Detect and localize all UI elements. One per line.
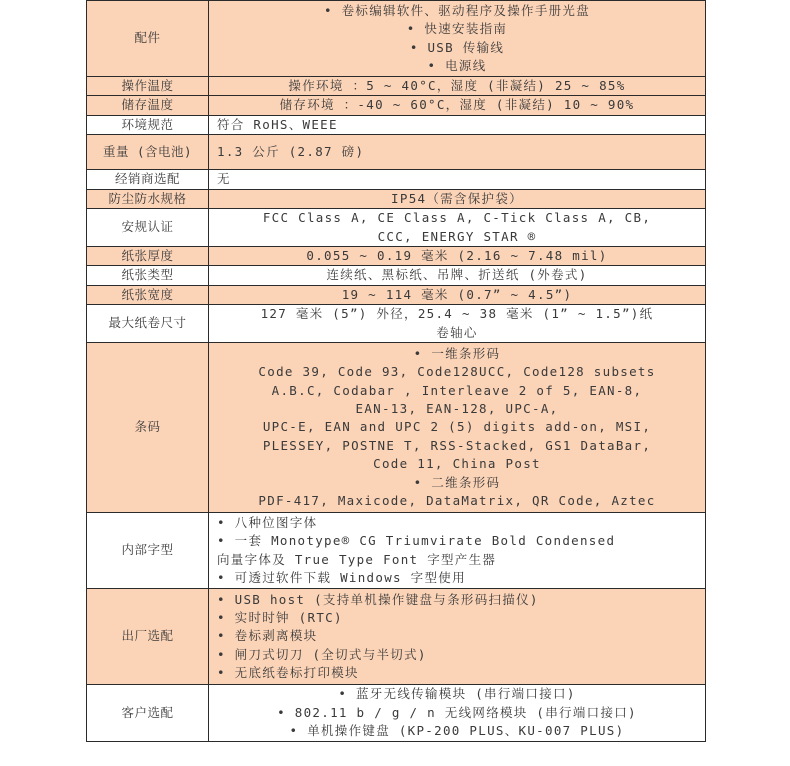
spec-value-line: 操作环境 ：5 ~ 40°C，湿度 (非凝结) 25 ~ 85% xyxy=(288,78,626,93)
spec-value-line: • 一维条形码 xyxy=(413,345,501,361)
spec-value-line: 19 ~ 114 毫米 (0.7” ~ 4.5”) xyxy=(341,286,573,302)
spec-value-line: CCC, ENERGY STAR ® xyxy=(377,228,537,244)
spec-row xyxy=(87,209,706,247)
spec-value xyxy=(209,305,706,343)
spec-row xyxy=(87,1,706,77)
spec-value-line: PDF-417, Maxicode, DataMatrix, QR Code, Aztec xyxy=(258,492,656,508)
spec-row xyxy=(87,343,706,513)
spec-label: 操作温度 xyxy=(87,77,209,96)
spec-value xyxy=(209,589,706,685)
spec-value xyxy=(209,209,706,247)
spec-value-line: • 一套 Monotype® CG Triumvirate Bold Condensed xyxy=(217,533,616,549)
spec-value-line: • 实时时钟 (RTC) xyxy=(217,609,343,625)
spec-value-line: • 802.11 b / g / n 无线网络模块 (串行端口接口) xyxy=(277,704,637,720)
spec-label: 配件 xyxy=(87,1,209,77)
spec-value-line: • 快速安装指南 xyxy=(406,21,508,37)
spec-label: 条码 xyxy=(87,343,209,513)
spec-row xyxy=(87,685,706,742)
spec-row xyxy=(87,189,706,208)
spec-value-line: • USB 传输线 xyxy=(409,39,505,55)
spec-value-line: 符合 RoHS、WEEE xyxy=(217,116,338,132)
spec-value xyxy=(209,343,706,513)
spec-value xyxy=(209,1,706,77)
spec-value-line: • 卷标编辑软件、驱动程序及操作手册光盘 xyxy=(323,2,591,18)
spec-value-line: A.B.C, Codabar , Interleave 2 of 5, EAN-8, xyxy=(271,382,643,398)
spec-value xyxy=(209,170,706,189)
spec-value-line: 卷轴心 xyxy=(436,324,478,340)
spec-label: 防尘防水规格 xyxy=(87,189,209,208)
spec-value-line: • 八种位图字体 xyxy=(217,514,318,530)
spec-label: 最大纸卷尺寸 xyxy=(87,305,209,343)
spec-label: 纸张厚度 xyxy=(87,247,209,266)
spec-value-line: 向量字体及 True Type Font 字型产生器 xyxy=(217,551,497,567)
spec-label: 纸张类型 xyxy=(87,266,209,285)
spec-value-line: PLESSEY, POSTNE T, RSS-Stacked, GS1 DataBar, xyxy=(262,437,652,453)
spec-value-line: FCC Class A, CE Class A, C-Tick Class A, CB, xyxy=(262,210,652,226)
spec-value xyxy=(209,96,706,115)
spec-value-line: 127 毫米 (5”) 外径，25.4 ~ 38 毫米 (1” ~ 1.5”)纸 xyxy=(260,306,654,322)
spec-label: 客户选配 xyxy=(87,685,209,742)
spec-value-line: • USB host (支持单机操作键盘与条形码扫描仪) xyxy=(217,591,539,607)
spec-label: 出厂选配 xyxy=(87,589,209,685)
spec-value-line: IP54（需含保护袋） xyxy=(391,190,523,206)
spec-value xyxy=(209,285,706,304)
spec-value-line: 无 xyxy=(217,171,231,187)
spec-label: 储存温度 xyxy=(87,96,209,115)
spec-value-line: 0.055 ~ 0.19 毫米 (2.16 ~ 7.48 mil) xyxy=(306,248,608,264)
spec-label: 环境规范 xyxy=(87,115,209,134)
spec-value-line: EAN-13, EAN-128, UPC-A, xyxy=(355,400,559,416)
spec-row xyxy=(87,135,706,170)
spec-row xyxy=(87,513,706,589)
spec-row xyxy=(87,247,706,266)
spec-label: 安规认证 xyxy=(87,209,209,247)
spec-label: 重量 (含电池) xyxy=(87,135,209,170)
spec-row xyxy=(87,170,706,189)
spec-value xyxy=(209,189,706,208)
spec-value-line: Code 11, China Post xyxy=(373,456,541,472)
spec-value xyxy=(209,513,706,589)
spec-value-line: • 蓝牙无线传输模块 (串行端口接口) xyxy=(338,686,576,702)
spec-value-line: UPC-E, EAN and UPC 2 (5) digits add-on, MSI, xyxy=(262,419,652,435)
spec-value-line: 储存环境 ：-40 ~ 60°C，湿度 (非凝结) 10 ~ 90% xyxy=(279,97,635,113)
spec-row xyxy=(87,266,706,285)
spec-label: 内部字型 xyxy=(87,513,209,589)
spec-row xyxy=(87,96,706,115)
spec-value-line: Code 39, Code 93, Code128UCC, Code128 subsets xyxy=(258,364,656,380)
spec-value xyxy=(209,135,706,170)
spec-row xyxy=(87,589,706,685)
spec-row xyxy=(87,285,706,304)
spec-row xyxy=(87,305,706,343)
spec-value-line: • 可透过软件下载 Windows 字型使用 xyxy=(217,569,466,585)
spec-value-line: • 无底纸卷标打印模块 xyxy=(217,665,359,681)
spec-value-line: 1.3 公斤 (2.87 磅) xyxy=(217,144,365,160)
spec-row xyxy=(87,77,706,96)
spec-value-line: • 卷标剥离模块 xyxy=(217,628,318,644)
spec-row xyxy=(87,115,706,134)
spec-value-line: 连续纸、黑标纸、吊牌、折送纸 (外卷式) xyxy=(326,267,588,283)
spec-value xyxy=(209,77,706,96)
spec-value-line: • 单机操作键盘 (KP-200 PLUS、KU-007 PLUS) xyxy=(289,723,625,739)
spec-label: 经销商选配 xyxy=(87,170,209,189)
spec-value-line: • 电源线 xyxy=(427,57,487,73)
spec-value xyxy=(209,685,706,742)
spec-value-line: • 二维条形码 xyxy=(413,474,501,490)
spec-label: 纸张宽度 xyxy=(87,285,209,304)
spec-table-body xyxy=(87,1,706,742)
spec-value xyxy=(209,115,706,134)
spec-table xyxy=(86,0,706,742)
spec-value xyxy=(209,266,706,285)
spec-value xyxy=(209,247,706,266)
spec-value-line: • 闸刀式切刀 (全切式与半切式) xyxy=(217,646,427,662)
